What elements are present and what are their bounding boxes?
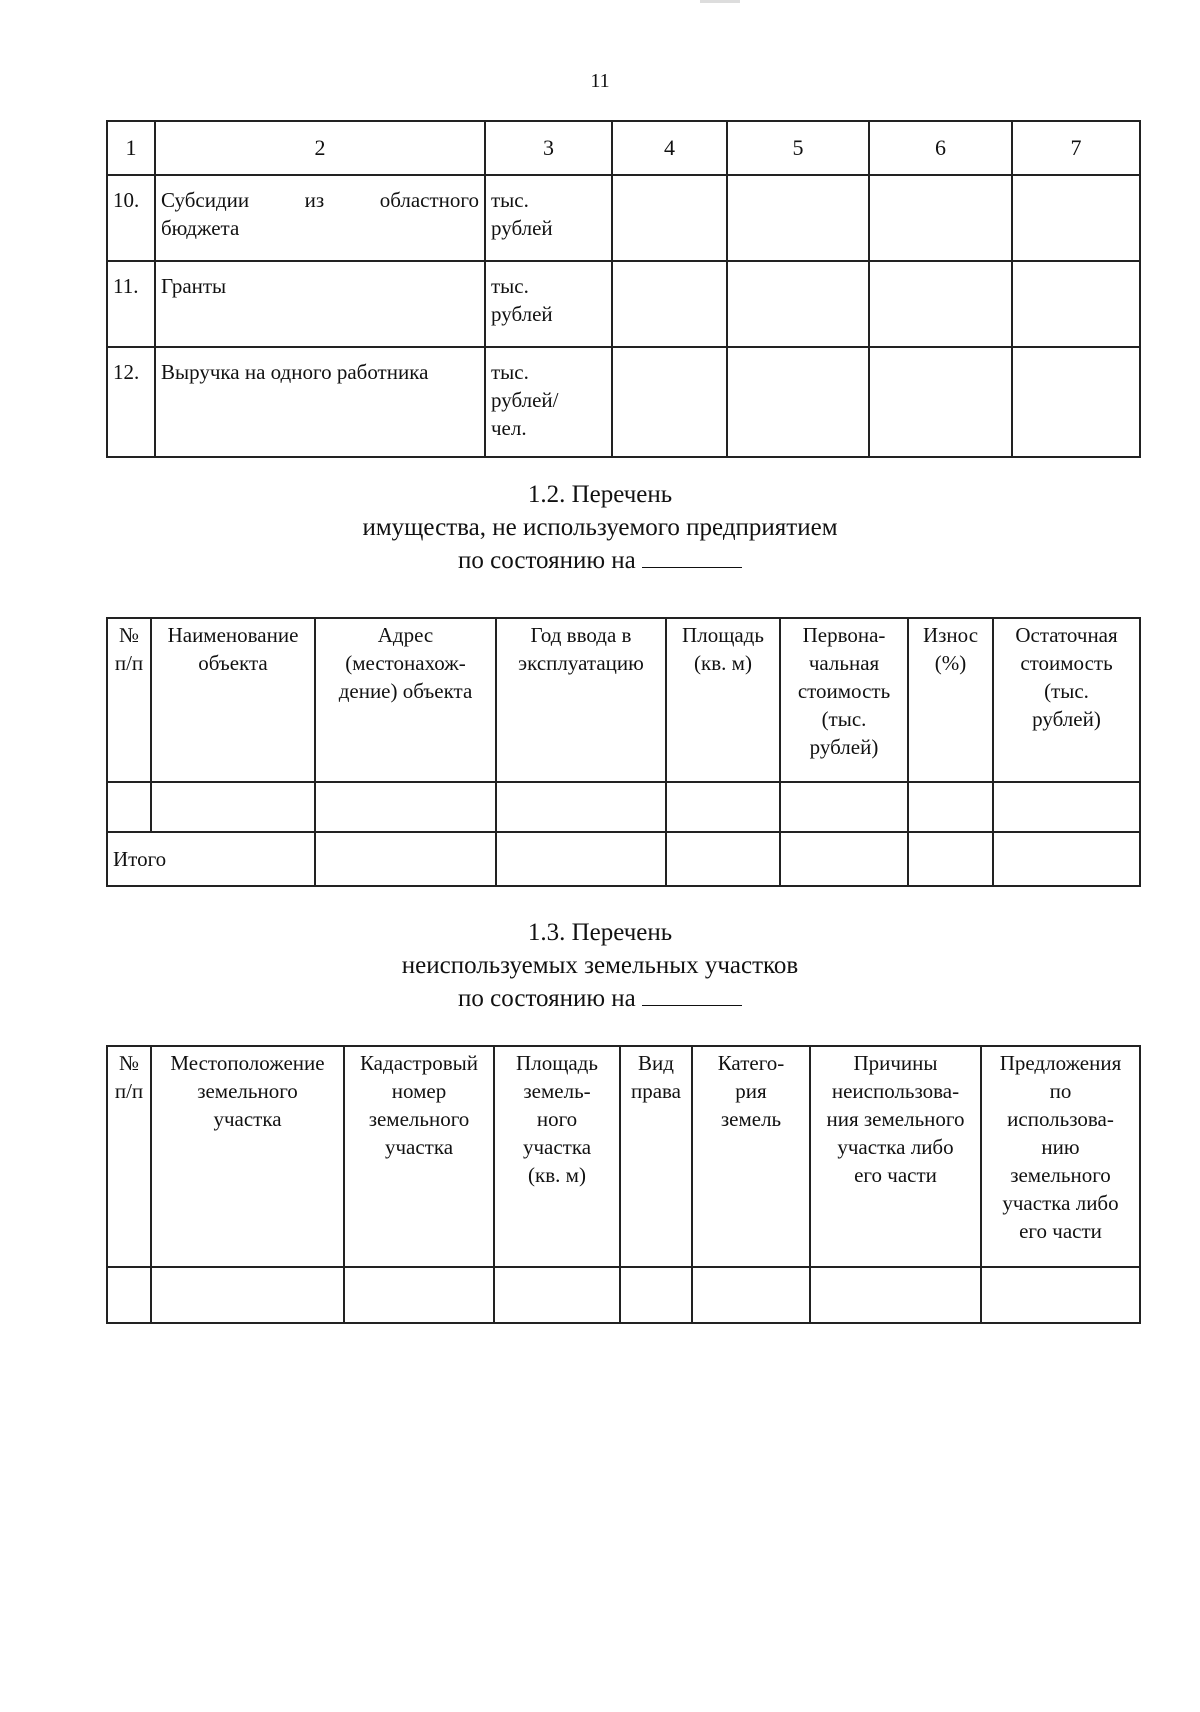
unit-line: рублей/ xyxy=(491,388,559,412)
empty-cell xyxy=(727,175,869,261)
title-line: имущества, не используемого предприятием xyxy=(362,514,838,541)
column-header-line: стоимость xyxy=(797,679,891,703)
unused-land-table xyxy=(106,1045,1141,1324)
column-header-line: Местоположение xyxy=(170,1051,325,1075)
empty-cell xyxy=(107,1267,151,1323)
column-number: 1 xyxy=(107,121,155,175)
column-header-line: его части xyxy=(1019,1219,1102,1243)
unit-line: рублей xyxy=(491,216,553,240)
empty-cell xyxy=(107,782,151,832)
column-header-line: (тыс. xyxy=(821,707,867,731)
empty-cell xyxy=(993,832,1140,886)
column-header-line: Кадастровый xyxy=(359,1051,479,1075)
empty-cell xyxy=(612,261,727,347)
empty-cell xyxy=(666,782,780,832)
column-header-line: Первона- xyxy=(802,623,886,647)
date-blank-line xyxy=(642,983,742,1006)
column-header-line: ния земельного xyxy=(826,1107,965,1131)
column-header-line: Причины xyxy=(853,1051,938,1075)
title-line: 1.2. Перечень xyxy=(527,481,673,508)
column-number: 6 xyxy=(869,121,1012,175)
title-line: 1.3. Перечень xyxy=(527,919,673,946)
column-header-line: чальная xyxy=(808,651,880,675)
column-header xyxy=(496,618,666,782)
scan-mark xyxy=(700,0,740,3)
column-number: 4 xyxy=(612,121,727,175)
column-header-line: (местонахож- xyxy=(345,651,466,675)
column-number: 5 xyxy=(727,121,869,175)
column-header-line: Площадь xyxy=(516,1051,598,1075)
column-header-line: п/п xyxy=(114,651,144,675)
title-text: по состоянию на xyxy=(458,547,636,574)
row-unit xyxy=(485,175,612,261)
empty-cell xyxy=(344,1267,494,1323)
unit-line: тыс. xyxy=(491,188,529,212)
row-unit xyxy=(485,347,612,457)
column-header-line: Год ввода в xyxy=(530,623,632,647)
column-header xyxy=(981,1046,1140,1267)
column-header xyxy=(666,618,780,782)
total-row xyxy=(107,832,1140,886)
column-header xyxy=(315,618,496,782)
empty-cell xyxy=(496,782,666,832)
row-unit xyxy=(485,261,612,347)
table-row xyxy=(107,1267,1140,1323)
unit-line: тыс. xyxy=(491,360,529,384)
unit-line: чел. xyxy=(491,416,527,440)
column-header-line: объекта xyxy=(198,651,268,675)
empty-cell xyxy=(692,1267,810,1323)
total-label: Итого xyxy=(107,832,315,886)
column-header-line: земельного xyxy=(368,1107,470,1131)
table-row xyxy=(107,347,1140,457)
column-header-line: стоимость xyxy=(1020,651,1113,675)
empty-cell xyxy=(151,1267,344,1323)
column-header-line: номер xyxy=(391,1079,447,1103)
column-number: 7 xyxy=(1012,121,1140,175)
row-name-line: Субсидии из областного xyxy=(161,188,479,212)
column-number: 2 xyxy=(155,121,485,175)
row-name xyxy=(155,261,485,347)
column-header-line: использова- xyxy=(1007,1107,1114,1131)
empty-cell xyxy=(727,347,869,457)
column-header-line: земельного xyxy=(1010,1163,1111,1187)
title-line-date xyxy=(0,982,1200,1015)
empty-cell xyxy=(612,347,727,457)
row-number: 11. xyxy=(107,261,155,347)
table-row xyxy=(107,261,1140,347)
empty-cell xyxy=(727,261,869,347)
section-1-2-title xyxy=(0,478,1200,577)
empty-cell xyxy=(151,782,315,832)
column-header-line: № xyxy=(118,623,140,647)
column-header-line: (тыс. xyxy=(1044,679,1089,703)
column-header-line: земель xyxy=(720,1107,782,1131)
column-header-line: ного xyxy=(536,1107,578,1131)
title-line: неиспользуемых земельных участков xyxy=(401,952,799,979)
empty-cell xyxy=(780,832,908,886)
empty-cell xyxy=(993,782,1140,832)
empty-cell xyxy=(981,1267,1140,1323)
column-header-line: эксплуатацию xyxy=(518,651,644,675)
row-name-line: бюджета xyxy=(161,216,240,240)
column-header xyxy=(780,618,908,782)
empty-cell xyxy=(869,175,1012,261)
column-header-line: (кв. м) xyxy=(528,1163,586,1187)
column-header-line: по xyxy=(1049,1079,1072,1103)
column-header-line: Площадь xyxy=(682,623,764,647)
column-header-line: Предложения xyxy=(999,1051,1122,1075)
row-number: 10. xyxy=(107,175,155,261)
row-name-line: Гранты xyxy=(161,274,227,298)
date-blank-line xyxy=(642,545,742,568)
unit-line: рублей xyxy=(491,302,553,326)
empty-cell xyxy=(1012,261,1140,347)
empty-cell xyxy=(1012,347,1140,457)
table-row xyxy=(107,175,1140,261)
column-header-line: № xyxy=(118,1051,140,1075)
column-header xyxy=(993,618,1140,782)
empty-cell xyxy=(620,1267,692,1323)
empty-cell xyxy=(666,832,780,886)
column-header-line: земельного xyxy=(197,1079,298,1103)
column-header xyxy=(620,1046,692,1267)
table-header-row xyxy=(107,618,1140,782)
column-header xyxy=(107,1046,151,1267)
column-header-line: Катего- xyxy=(717,1051,785,1075)
empty-cell xyxy=(315,832,496,886)
indicators-table xyxy=(106,120,1141,458)
column-header-line: участка xyxy=(384,1135,454,1159)
column-header-line: Наименование xyxy=(167,623,299,647)
column-header-line: неиспользова- xyxy=(831,1079,960,1103)
row-name-line: Выручка на одного работника xyxy=(161,360,429,384)
empty-cell xyxy=(315,782,496,832)
row-name xyxy=(155,347,485,457)
column-header xyxy=(107,618,151,782)
empty-cell xyxy=(869,347,1012,457)
empty-cell xyxy=(496,832,666,886)
empty-cell xyxy=(1012,175,1140,261)
column-header xyxy=(151,618,315,782)
column-header-line: (%) xyxy=(934,651,967,675)
unused-property-table xyxy=(106,617,1141,887)
column-header-line: рублей) xyxy=(1032,707,1101,731)
column-header-line: рия xyxy=(735,1079,767,1103)
title-line-date xyxy=(0,544,1200,577)
column-header-line: п/п xyxy=(114,1079,144,1103)
column-header xyxy=(344,1046,494,1267)
column-header xyxy=(908,618,993,782)
column-header-line: Вид xyxy=(638,1051,674,1075)
section-1-3-title xyxy=(0,916,1200,1015)
empty-cell xyxy=(908,832,993,886)
column-header-line: нию xyxy=(1041,1135,1080,1159)
column-header-line: земель- xyxy=(523,1079,591,1103)
column-header-line: участка либо xyxy=(837,1135,954,1159)
page-number: 11 xyxy=(590,70,610,92)
table-header-row xyxy=(107,1046,1140,1267)
column-header xyxy=(151,1046,344,1267)
empty-cell xyxy=(612,175,727,261)
empty-cell xyxy=(869,261,1012,347)
empty-cell xyxy=(780,782,908,832)
column-header-line: Износ xyxy=(922,623,979,647)
empty-cell xyxy=(494,1267,620,1323)
empty-cell xyxy=(810,1267,981,1323)
column-header xyxy=(494,1046,620,1267)
column-header-line: дение) объекта xyxy=(338,679,473,703)
row-number: 12. xyxy=(107,347,155,457)
table-header-row xyxy=(107,121,1140,175)
column-header-line: (кв. м) xyxy=(694,651,752,675)
column-number: 3 xyxy=(485,121,612,175)
column-header-line: права xyxy=(630,1079,682,1103)
column-header-line: Остаточная xyxy=(1015,623,1118,647)
column-header xyxy=(810,1046,981,1267)
column-header-line: участка xyxy=(213,1107,282,1131)
column-header-line: участка либо xyxy=(1002,1191,1119,1215)
title-text: по состоянию на xyxy=(458,985,636,1012)
column-header xyxy=(692,1046,810,1267)
column-header-line: рублей) xyxy=(809,735,879,759)
column-header-line: Адрес xyxy=(377,623,434,647)
table-row xyxy=(107,782,1140,832)
row-name xyxy=(155,175,485,261)
empty-cell xyxy=(908,782,993,832)
column-header-line: его части xyxy=(854,1163,937,1187)
unit-line: тыс. xyxy=(491,274,529,298)
column-header-line: участка xyxy=(522,1135,592,1159)
